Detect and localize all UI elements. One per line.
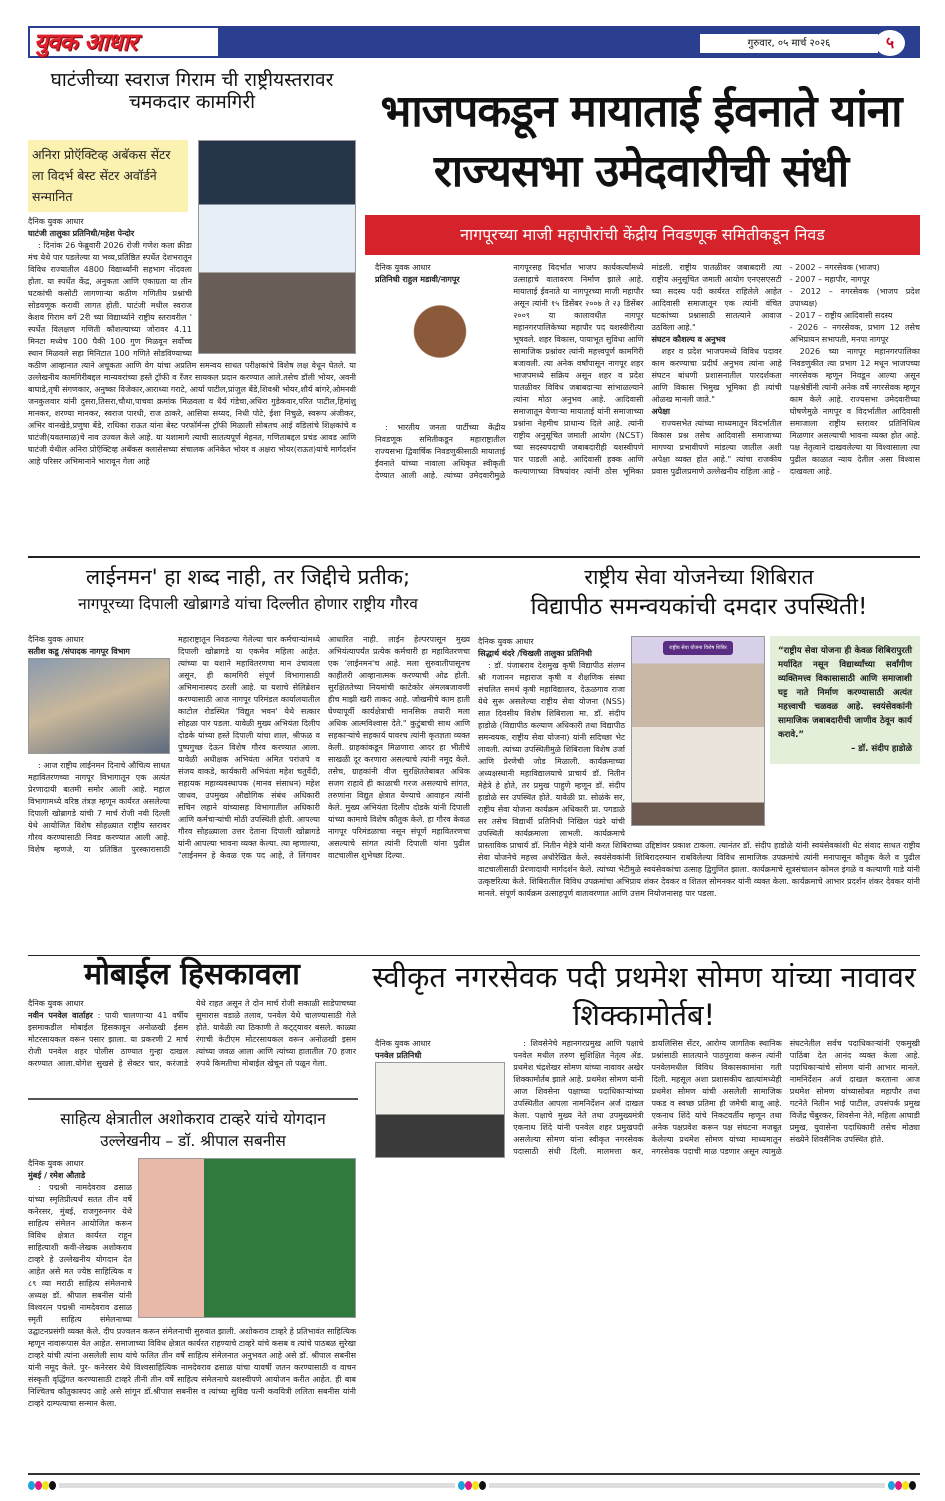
a2-body-block xyxy=(375,262,920,482)
a1-byline: घाटंजी तालुका प्रतिनिधी/महेश पेन्दोर xyxy=(28,229,135,238)
color-registration-dot xyxy=(28,1481,35,1490)
a3-body-block xyxy=(28,634,470,862)
divider xyxy=(28,1098,358,1100)
a5-body-block xyxy=(28,998,356,1070)
color-registration-dot xyxy=(479,1481,486,1490)
a1-subhead: अनिरा प्रोऍक्टिव्ह अबॅकस सेंटर ला विदर्भ बेस्ट सेंटर अवॉर्डने सन्मानित xyxy=(28,140,188,212)
issue-date: गुरुवार, ०५ मार्च २०२६ xyxy=(700,34,878,53)
a1-body: : दिनांक 26 फेब्रुवारी 2026 रोजी गणेश कला क्रीडा मंच येथे पार पडलेल्या या भव्य,प्रतिष्ठित स्पर्धेत देशभरातून विविध राज्यातील 4800 विद्यार्थ्यांनी सहभाग नोंदवला होता. या स्पर्धेत केंद्र, अनुकता आणि एकाग्रता या तीन घटकांची कसोटी लागणाऱ्या कठीण गणितीय प्रश्नांची सोडवणूक करावी लागत होती. घाटंजी मधील स्वराज केशव गिराम वर्ग 2री च्या विद्यार्थ्याने राष्ट्रीय स्तरावरील ' स्पर्धेत विलक्षण गणिती कौशल्याच्या जोरावर 4.11 मिनटा मध्येच 100 पैकी 100 गुण मिळवून सर्वोच्च स्थान मिळवले सहा मिनिटात 100 गणिते सोडविण्याच्या कठीण आव्हानात त्याने अचूकता आणि वेग यांचा अप्रतिम समन्वय साधत परीक्षकांचे विशेष लक्ष वेधून घेतले. या उल्लेखनीय कामगिरीबद्दल मान्यवरांच्या हस्ते ट्रॉफी व रँजर सायकल प्रदान करण्यात आले.तसेच डॉली भोयर, अवनी बाघाडे,तृषी संगणकार, अनुष्का विजेकार,आराध्या गराटे, आर्या पाटील,प्रांजुल बेंडे,शिवश्री भोयर,शौर्य बांगरे,ओमनवी जनकुलवार यांनी दुसरा,तिसरा,चौथा,पाचवा क्रमांक मिळवला व धैर्य गंडेचा,अधिरा गुडेकवार,परित पाटील,हिमांशु मानकर, शरण्या मानकर, स्वराज पारधी, राज ठाकरे, आसिया सय्यद, निधी पोटे, ईशा निचुळे, स्वरूप अंजीकर, अभिर वानखेडे,प्रणुषा बेंडे, राधिका राऊत यांना बेस्ट परफॉर्मन्स ट्रॉफी मिळाली सोबतच आई वडिलांचे शिक्षकांचे व घाटंजी(यवतमाळ)चे नाव उज्वल केले आहे. या यशामागे त्याची सातत्यपूर्ण मेहनत, गणिताबद्दल प्रचंड आवड आणि घाटंजी येथील अनिरा प्रोऍक्टिव्ह अबॅकस क्लासेसच्या संचालक अनिकेत भोयर व अक्षरा भोयर(राऊत)यांचे मार्गदर्शन आहे परिसर अभिमानाने भारावून गेला आहे xyxy=(28,241,356,466)
a6-photo xyxy=(138,1158,356,1318)
a3-body: : आज राष्ट्रीय लाईनमन दिनाचे औचित्य साधत महावितरणच्या नागपूर विभागातून एक अत्यंत प्रेरणादायी बातमी समोर आली आहे. महाल विभागामध्ये वरिष्ठ तंत्रज्ञ म्हणून कार्यरत असलेल्या दिपाली खोब्रागडे यांची 7 मार्च रोजी नवी दिल्ली येथे आयोजित विशेष सोहळ्यात राष्ट्रीय स्तरावर गौरव करण्यासाठी निवड करण्यात आली आहे. विशेष म्हणजे, या प्रतिष्ठित पुरस्कारासाठी महाराष्ट्रातून निवडल्या गेलेल्या चार कर्मचाऱ्यांमध्ये दिपाली खोब्रागडे या एकमेव महिला आहेत. त्यांच्या या यशाने महावितरणचा मान उंचावला असून, ही कामगिरी संपूर्ण विभागासाठी अभिमानास्पद ठरली आहे. या यशाचे सेलिब्रेशन करण्यासाठी आज नागपूर परिमंडल कार्यालयातील काटोल रोडस्थित 'विद्युत भवन' येथे सत्कार सोहळा पार पडला. यावेळी मुख्य अभियंता दिलीप दोडके यांच्या हस्ते दिपाली यांचा शाल, श्रीफळ व पुष्पगुच्छ देऊन विशेष गौरव करण्यात आला. यावेळी अधीक्षक अभियंता अमित परांजपे व संजय वाकडे, कार्यकारी अभियंता महेश चतुर्वेदी, सहायक महाव्यवस्थापक (मानव संसाधन) महेश जाधव, उपमुख्य औद्योगिक संबंध अधिकारी सचिन लहाने यांच्यासह विभागातील अधिकारी आणि कर्मचाऱ्यांची मोठी उपस्थिती होती. आपल्या गौरव सोहळ्याला उत्तर देताना दिपाली खोब्रागडे यांनी आपल्या भावना व्यक्त केल्या. त्या म्हणाल्या, "लाईनमन हे केवळ एक पद आहे, ते लिंगावर आधारित नाही. लाईन हेल्परपासून मुख्य अभियंत्यापर्यंत प्रत्येक कर्मचारी हा महावितरणचा एक 'लाईनमन'च आहे. मला सुरुवातीपासूनच काहीतरी आव्हानात्मक करण्याची ओढ होती. सुरक्षिततेच्या नियमांची काटेकोर अंमलबजावणी हीच माझी खरी ताकद आहे. जोखमीचे काम हाती घेण्यापूर्वी कार्यक्षेत्राची मानसिक तयारी मला अधिक आत्मविश्वास देते." कुटुंबाची साथ आणि सहकाऱ्यांचे सहकार्य यावरच त्यांनी कृतज्ञता व्यक्त केली. ग्राहकांकडून मिळणारा आदर हा भीतीचे साखळी दूर करणारा असल्याचे त्यांनी नमूद केले. तसेच, ग्राहकांनी वीज सुरक्षिततेबाबत अधिक सजग राहावे ही काळाची गरज असल्याचे सांगत, तरुणांना विद्युत क्षेत्रात येण्याचे आवाहन त्यांनी केले. मुख्य अभियंता दिलीप दोडके यांनी दिपाली यांच्या कामाचे विशेष कौतुक केले. हा गौरव केवळ नागपूर परिमंडळाचा नसून संपूर्ण महावितरणचा असल्याचे सांगत त्यांनी दिपाली यांना पुढील वाटचालीस शुभेच्छा दिल्या. xyxy=(28,635,470,860)
a4-byline: सिद्धार्थ थंदरे /चिखली तालुका प्रतिनिधी xyxy=(478,649,592,658)
a4-banner: राष्ट्रीय सेवा योजना विशेष शिबिर xyxy=(663,641,733,655)
color-registration-dot xyxy=(888,1481,895,1490)
a2-timeline-2: - 2012 – नगरसेवक (भाजप प्रदेश उपाध्यक्ष) xyxy=(789,287,920,308)
a2-body4: 2026 च्या नागपूर महानगरपालिका निवडणुकीत त्या प्रभाग 12 मधून भाजपच्या नगरसेवक म्हणून निवडून आल्या असून पक्षश्रेष्ठींनी त्यांनी अनेक वर्षे नगरसेवक म्हणून काम केले आहे. राज्यसभा उमेदवारीच्या घोषणेमुळे नागपूर व विदर्भातील आदिवासी समाजाला राष्ट्रीय स्तरावर प्रतिनिधित्व मिळणार असल्याची भावना व्यक्त होत आहे. पक्ष नेतृत्वाने दाखवलेल्या या विश्वासाला त्या पुढील काळात न्याय देतील असा विश्वास दाखवला आहे. xyxy=(789,347,920,476)
a6-body: : पद्मश्री नामदेवराव ढसाळ यांच्या स्मृतिप्रीत्यर्थ सतत तीन वर्षे कनेरसर, मुंबई, राजगुरुनगर येथे साहित्य संमेलन आयोजित करून विविध क्षेत्रात कार्यरत राहून साहित्याशी कवी-लेखक अशोकराव टाव्हरे हे उल्लेखनीय योगदान देत आहेत असे मत ज्येष्ठ साहित्यिक व ८९ व्या मराठी साहित्य संमेलनाचे अध्यक्ष डॉ. श्रीपाल सबनीस यांनी विश्वरत्न पद्मश्री नामदेवराव ढसाळ स्मृती साहित्य संमेलनाच्या उद्घाटनप्रसंगी व्यक्त केले. दीप प्रज्वलन करून संमेलनाची सुरुवात झाली. अशोकराव टाव्हरे हे प्रतिभावंत साहित्यिक म्हणून नावारूपास येत आहेत. समाजाच्या विविध क्षेत्रात कार्यरत राहण्याचे टाव्हरे यांचे कसब व त्यांचे पाठबळ सुरेखा टाव्हरे यांची त्यांना असलेली साथ यांचे फलित तीन वर्षे साहित्य संमेलनात अनुभवत आहे असे डॉ. श्रीपाल सबनीस यांनी नमूद केले. पुर- कनेरसर येथे विश्वसाहित्यिक नामदेवराव ढसाळ यांचा यावर्षी जतन करण्यासाठी व वाचन संस्कृती वृद्धिंगत करण्यासाठी टाव्हरे तीनी तीन वर्षे साहित्य संमेलनाचे यशस्वीपणे आयोजन करीत आहेत. ही बाब निश्चितच कौतुकास्पद आहे असे सांगून डॉ.श्रीपाल सबनीस व त्यांच्या सुविद्य पत्नी कवयित्री ललिता सबनीस यांनी टाव्हरे दाम्पत्याचा सन्मान केला. xyxy=(28,1183,356,1408)
a2-headline: भाजपकडून मायाताई ईवनाते यांना राज्यसभा उमेदवारीची संधी xyxy=(380,86,902,197)
a2-section-2: अपेक्षा xyxy=(651,407,670,416)
a4-source: दैनिक युवक आधार xyxy=(478,637,534,646)
a2-portrait xyxy=(375,286,505,416)
a4-article xyxy=(478,636,920,900)
a1-headline: घाटंजीच्या स्वराज गिराम ची राष्ट्रीयस्तरावर चमकदार कामगिरी xyxy=(50,69,334,113)
a5-body: : पायी चालणाऱ्या 41 वर्षीय इसमाकडील मोबाईल हिसकावून अनोळखी ईसम मोटरसायकल वरून पसार झाला. या प्रकरणी 2 मार्च रोजी पनवेल शहर पोलीस ठाण्यात गुन्हा दाखल करण्यात आला.योगेश सुखसे हे सेक्टर चार, करंजाडे येथे राहत असून ते दोन मार्च रोजी सकाळी साडेपाचच्या सुमारास वडाळे तलाव, पनवेल येथे चालण्यासाठी गेले होते. यावेळी त्या ठिकाणी ते कट्ट्यावर बसले. काळ्या रंगाची केटीएम मोटरसायकल वरून अनोळखी इसम त्यांच्या जवळ आला आणि त्यांच्या हातातील 70 हजार रुपये किमतीचा मोबाईल खेचून तो पळून गेला. xyxy=(28,999,356,1068)
a1-article xyxy=(28,140,356,468)
a6-headline: साहित्य क्षेत्रातील अशोकराव टाव्हरे यांचे योगदान उल्लेखनीय – डॉ. श्रीपाल सबनीस xyxy=(60,1110,326,1150)
a7-headline: स्वीकृत नगरसेवक पदी प्रथमेश सोमण यांच्या नावावर शिक्कामोर्तब! xyxy=(372,960,916,1032)
a2-timeline-3: - 2017 – राष्ट्रीय आदिवासी सदस्य xyxy=(789,311,893,320)
color-registration-dot xyxy=(909,1481,916,1490)
a2-body3: राज्यसभेत त्यांच्या माध्यमातून विदर्भातील विकास प्रश्न तसेच आदिवासी समाजाच्या मागण्या प्रभावीपणे मांडल्या जातील अशी अपेक्षा व्यक्त होत आहे." त्यांचा राजकीय प्रवास पुढीलप्रमाणे उल्लेखनीय राहिला आहे - xyxy=(651,419,782,476)
a2-section-1: संघटन कौशल्य व अनुभव xyxy=(651,335,726,344)
a4-headline: राष्ट्रीय सेवा योजनेच्या शिबिरात xyxy=(584,565,814,589)
a2-byline: प्रतिनिधी राहुल मडावी/नागपूर xyxy=(375,275,460,284)
color-registration-dot xyxy=(902,1481,909,1490)
a3-subhead: नागपूरच्या दिपाली खोब्रागडे यांचा दिल्लीत होणार राष्ट्रीय गौरव xyxy=(78,595,418,613)
registration-marks xyxy=(28,1481,920,1491)
a4-quote-author: – डॉ. संदीप हाडोळे xyxy=(851,744,912,754)
section-divider xyxy=(28,556,920,558)
a3-source: दैनिक युवक आधार xyxy=(28,635,84,644)
a7-photo xyxy=(375,1062,505,1158)
section-divider xyxy=(28,955,920,956)
a7-body: : शिवसेनेचे महानगरप्रमुख आणि पक्षाचे पनवेल मधील तरुण सुशिक्षित नेतृत्व ॲड. प्रथमेश चंद्रशेखर सोमण यांच्या नावावर अखेर शिक्कामोर्तब झाले आहे. प्रथमेश सोमण यांनी आज शिवसेना पक्षाच्या पदाधिकाऱ्यांच्या उपस्थितीत आपला नामनिर्देशन अर्ज दाखल केला. पक्षाचे मुख्य नेते तथा उपमुख्यमंत्री एकनाथ शिंदे यांनी पनवेल शहर प्रमुखपदी असलेल्या सोमण यांना स्वीकृत नगरसेवक पदासाठी संधी दिली. मालमत्ता कर, डायलिसिस सेंटर, आरोग्य जागतिक स्थानिक प्रश्नांसाठी सातत्याने पाठपुरावा करून त्यांनी पनवेलमधील विविध विकासकामांना गती दिली. महसूल अशा प्रशासकीय खात्यांमध्येही प्रथमेश सोमण यांची असलेली सामाजिक पकड व स्वच्छ प्रतिमा ही जमेची बाजू आहे. एकनाथ शिंदे यांचे निकटवर्तीय म्हणून तथा अनेक पक्षप्रवेश करून पक्ष संघटना मजबूत केलेल्या प्रथमेश सोमण यांच्या माध्यमातून नगरसेवक पदाची माळ पडणार असून त्यामुळे संघटनेतील सर्वच पदाधिकाऱ्यांनी एकमुखी पाठिंबा देत आनंद व्यक्त केला आहे. पदाधिकाऱ्यांचे सोमण यांनी आभार मानले. नामनिर्देशन अर्ज दाखल करताना आज प्रथमेश सोमण यांच्यासोबत महापौर तथा गटनेते नितीन भाई पाटील, उपसंपर्क प्रमुख विजेंद्र चेंबुरकर, शिवसेना नेते, महिला आघाडी प्रमुख, युवासेना पदाधिकारी तसेच मोठ्या संख्येने शिवसैनिक उपस्थित होते. xyxy=(513,1039,920,1156)
a3-byline: सतीश कडू /संपादक नागपूर विभाग xyxy=(28,647,130,656)
a4-photo xyxy=(631,636,765,826)
a4-quote-box xyxy=(770,636,920,764)
color-registration-dot xyxy=(458,1481,465,1490)
a3-headline: लाईनमन' हा शब्द नाही, तर जिद्दीचे प्रतीक; xyxy=(85,565,411,589)
a2-timeline-4: - 2026 – नगरसेवक, प्रभाग 12 तसेच अभिप्रायन सभापती, मनपा नागपूर xyxy=(789,323,920,344)
color-registration-dot xyxy=(895,1481,902,1490)
a3-photo xyxy=(28,658,170,754)
color-registration-dot xyxy=(49,1481,56,1490)
registration-bar xyxy=(489,1483,885,1488)
newspaper-logo: युवक आधार xyxy=(30,28,218,56)
a5-headline: मोबाईल हिसकावला xyxy=(84,957,300,992)
a2-timeline-1: - 2007 – महापौर, नागपूर xyxy=(789,275,870,284)
a2-source: दैनिक युवक आधार xyxy=(375,263,431,272)
a5-source: दैनिक युवक आधार xyxy=(28,999,84,1008)
a4-subhead: विद्यापीठ समन्वयकांची दमदार उपस्थिती! xyxy=(530,594,868,620)
a2-timeline-0: - 2002 – नगरसेवक (भाजप) xyxy=(789,263,880,272)
a7-byline: पनवेल प्रतिनिधी xyxy=(375,1051,422,1060)
registration-bar xyxy=(59,1483,455,1488)
a7-source: दैनिक युवक आधार xyxy=(375,1039,431,1048)
a6-source: दैनिक युवक आधार xyxy=(28,1159,84,1168)
a5-byline: नवीन पनवेल वार्ताहर xyxy=(28,1011,93,1020)
a1-photo xyxy=(198,140,356,354)
a6-article xyxy=(28,1158,356,1410)
a1-source: दैनिक युवक आधार xyxy=(28,217,84,226)
a2-subhead: नागपूरच्या माजी महापौरांची केंद्रीय निवडणूक समितीकडून निवड xyxy=(365,215,920,255)
color-registration-dot xyxy=(472,1481,479,1490)
footer-rule xyxy=(28,1473,920,1475)
a4-body: : डॉ. पंजाबराव देशमुख कृषी विद्यापीठ संलग्न श्री गजानन महाराज कृषी व शैक्षणिक संस्था संचलित समर्थ कृषी महाविद्यालय, देऊळगाव राजा येथे सुरू असलेल्या राष्ट्रीय सेवा योजना (NSS) सात दिवसीय विशेष शिबिराला मा. डॉ. संदीप हाडोळे (विद्यापीठ कल्याण अधिकारी तथा विद्यापीठ समन्वयक, राष्ट्रीय सेवा योजना) यांनी सदिच्छा भेट लावली. त्यांच्या उपस्थितीमुळे शिबिराला विशेष उर्जा आणि प्रेरणेची जोड मिळाली. कार्यक्रमाच्या अध्यक्षस्थानी महाविद्यालयाचे प्राचार्य डॉ. नितीन मेहेत्रे हे होते, तर प्रमुख पाहुणे म्हणून डॉ. संदीप हाडोळे सर उपस्थित होते. यावेळी प्रा. सोळंके सर, राष्ट्रीय सेवा योजना कार्यक्रम अधिकारी प्रा. पगडाळे सर तसेच विद्यार्थी प्रतिनिधी निखिल पंढरे यांची उपस्थिती कार्यक्रमाला लाभली. कार्यक्रमाचे प्रास्ताविक प्राचार्य डॉ. नितीन मेहेत्रे यांनी करत शिबिराच्या उद्दिष्टांवर प्रकाश टाकला. त्यानंतर डॉ. संदीप हाडोळे यांनी स्वयंसेवकांशी थेट संवाद साधत राष्ट्रीय सेवा योजनेचे महत्त्व अधोरेखित केले. स्वयंसेवकांनी शिबिरादरम्यान राबविलेल्या विविध सामाजिक उपक्रमांचे त्यांनी मनापासून कौतुक केले व पुढील वाटचालीसाठी प्रेरणादायी मार्गदर्शन केले. त्यांच्या भेटीमुळे स्वयंसेवकांचा उत्साह द्विगुणित झाला. कार्यक्रमाचे सूत्रसंचालन कोमल इंगळे व कल्याणी गाडे यांनी उत्कृष्टरित्या केले. शिबिरातील विविध उपक्रमांचा अभिप्राय शंकर देवकर व शितल सोमनकर यांनी व्यक्त केला. कार्यक्रमाचे आभार प्रदर्शन शंकर देवकर यांनी मानले. संपूर्ण कार्यक्रम उत्साहपूर्ण वातावरणात आणि उत्तम नियोजनासह पार पडला. xyxy=(478,661,920,898)
a7-body-block xyxy=(375,1038,920,1158)
a4-quote: “राष्ट्रीय सेवा योजना ही केवळ शिबिरापुरती मर्यादित नसून विद्यार्थ्यांच्या सर्वांगीण व्यक्तिमत्त्व विकासासाठी आणि समाजाशी घट्ट नाते निर्माण करण्यासाठी अत्यंत महत्त्वाची चळवळ आहे. स्वयंसेवकांनी सामाजिक जबाबदारीची जाणीव ठेवून कार्य करावे.” xyxy=(778,646,912,740)
a2-body: : भारतीय जनता पार्टीच्या केंद्रीय निवडणूक समितीकडून महाराष्ट्रातील राज्यसभा द्विवार्षिक निवडणुकीसाठी मायाताई ईवनाते यांच्या नावाला अधिकृत स्वीकृती देण्यात आली आहे. त्यांच्या उमेदवारीमुळे नागपूरसह विदर्भात भाजप कार्यकर्त्यांमध्ये उत्साहाचे वातावरण निर्माण झाले आहे. मायाताई ईवनाते या नागपूरच्या माजी महापौर असून त्यांनी १५ डिसेंबर २००७ ते २३ डिसेंबर २००९ या कालावधीत नागपूर महानगरपालिकेच्या महापौर पद यशस्वीरीत्या भूषवले. शहर विकास, पायाभूत सुविधा आणि सामाजिक प्रश्नांवर त्यांनी महत्त्वपूर्ण कामगिरी बजावली. त्या अनेक वर्षांपासून नागपूर शहर भाजपमध्ये सक्रिय असून शहर व प्रदेश पातळीवर विविध जबाबदाऱ्या सांभाळल्याने त्यांना मोठा अनुभव आहे. आदिवासी समाजातून येणाऱ्या मायाताई यांनी समाजाच्या प्रश्नांना नेहमीच प्राधान्य दिले आहे. त्यांनी राष्ट्रीय अनुसूचित जमाती आयोग (NCST) च्या सदस्यपदाची जबाबदारीही यशस्वीपणे पार पाडली आहे. आदिवासी हक्क आणि कल्याणाच्या विषयांवर त्यांनी ठोस भूमिका मांडली. राष्ट्रीय पातळीवर जबाबदारी त्या राष्ट्रीय अनुसूचित जमाती आयोग एनएसएसटी च्या सदस्य पदी कार्यरत राहिलेले आहेत आदिवासी समाजातून एक त्यांनी वंचित घटकांच्या प्रश्नासाठी सातत्याने आवाज उठविला आहे." xyxy=(375,263,782,480)
a2-body2: शहर व प्रदेश भाजपमध्ये विविध पदावर काम करण्याचा प्रदीर्घ अनुभव त्यांना आहे संघटन बांधणी प्रशासनातील पारदर्शकता आणि विकास भिमुख भूमिका ही त्यांची ओळख मानली जाते." xyxy=(651,347,782,404)
a6-byline: मुंबई / रमेश औताडे xyxy=(28,1171,86,1180)
color-registration-dot xyxy=(35,1481,42,1490)
color-registration-dot xyxy=(465,1481,472,1490)
color-registration-dot xyxy=(42,1481,49,1490)
page-number: ५ xyxy=(875,30,905,56)
